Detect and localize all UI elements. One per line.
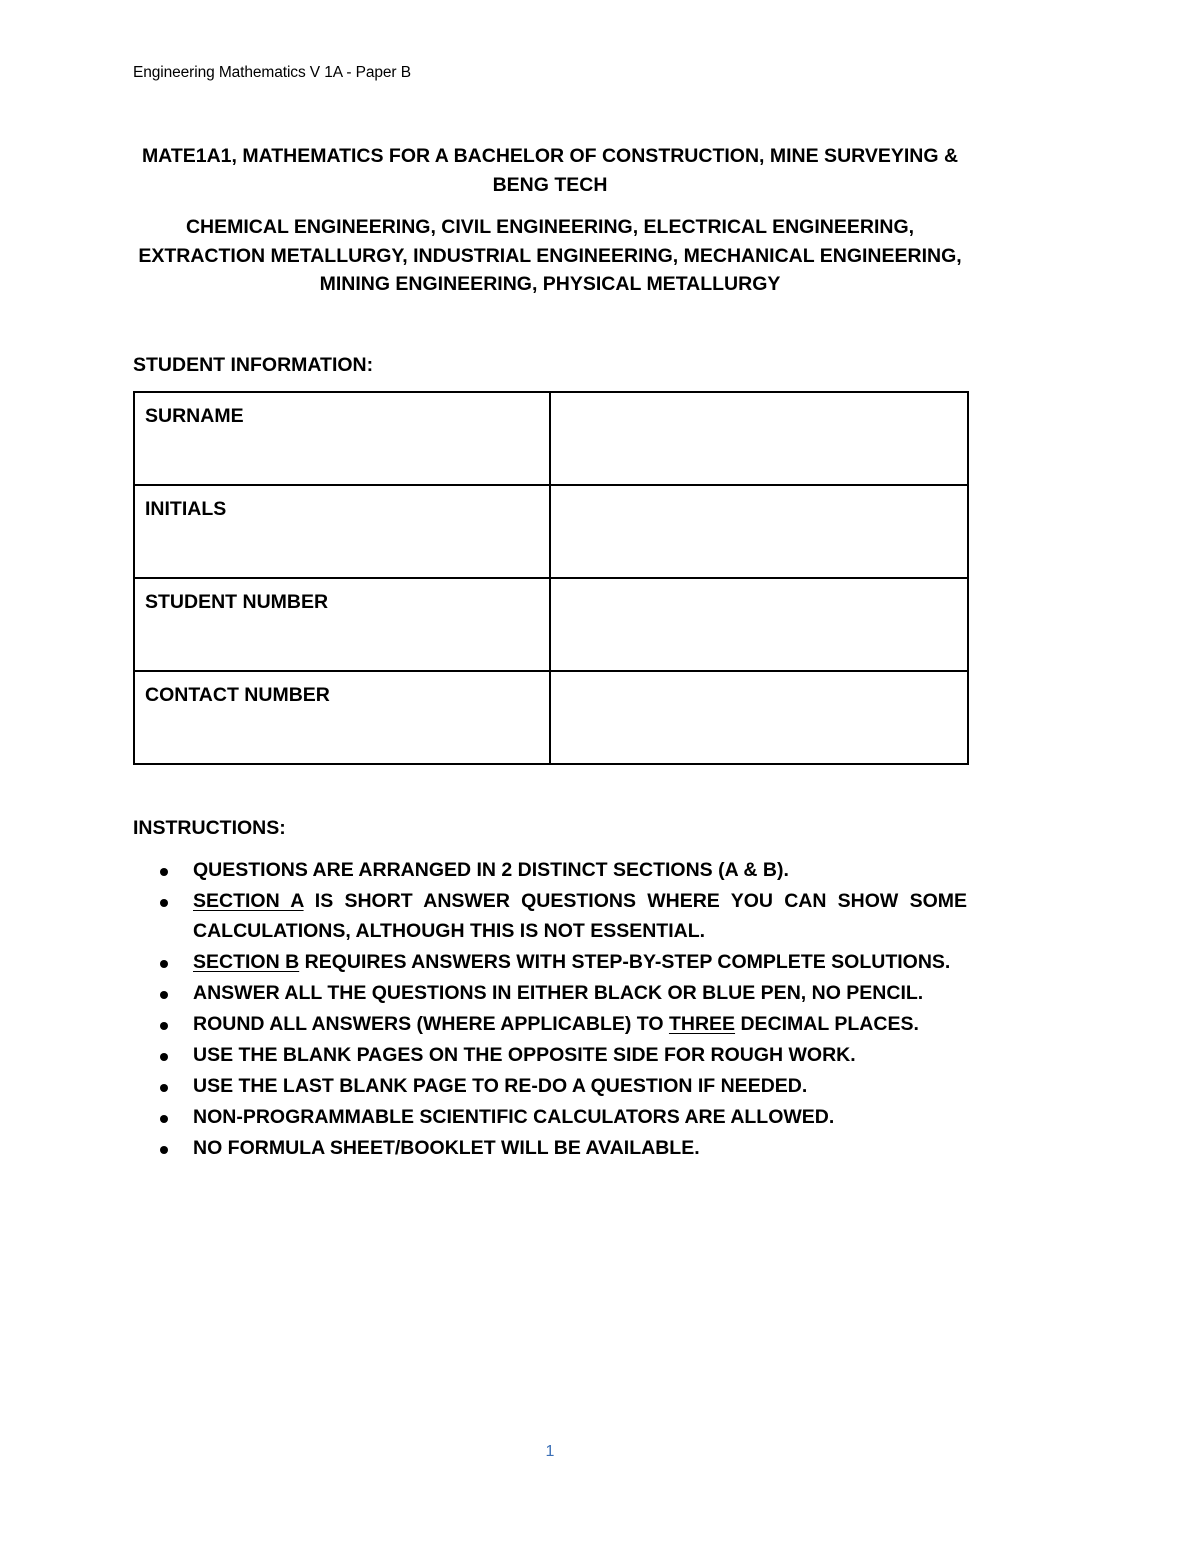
- instruction-underlined: THREE: [668, 1012, 736, 1035]
- surname-label: SURNAME: [134, 392, 550, 485]
- initials-field[interactable]: [550, 485, 968, 578]
- list-item: [133, 1072, 967, 1102]
- course-title: MATE1A1, MATHEMATICS FOR A BACHELOR OF CONSTRUCTION, MINE SURVEYING & BENG TECH: [141, 145, 959, 196]
- list-item: [133, 1041, 967, 1071]
- surname-field[interactable]: [550, 392, 968, 485]
- table-row: [134, 671, 968, 764]
- student-number-label: STUDENT NUMBER: [134, 578, 550, 671]
- instruction-underlined: SECTION A: [193, 890, 304, 912]
- student-information-heading: STUDENT INFORMATION:: [133, 354, 374, 376]
- bullet-icon: [160, 899, 168, 907]
- list-item: [133, 1010, 967, 1040]
- bullet-icon: [160, 960, 168, 968]
- student-number-field[interactable]: [550, 578, 968, 671]
- bullet-icon: [160, 1146, 168, 1154]
- instruction-text: NO FORMULA SHEET/BOOKLET WILL BE AVAILABLE.: [193, 1136, 700, 1159]
- instruction-underlined: SECTION B: [193, 950, 300, 973]
- bullet-icon: [160, 1053, 168, 1061]
- student-information-table: [133, 391, 969, 765]
- initials-label: INITIALS: [134, 485, 550, 578]
- instruction-text: ANSWER ALL THE QUESTIONS IN EITHER BLACK OR BLUE PEN, NO PENCIL.: [193, 981, 924, 1004]
- list-item: [133, 887, 967, 946]
- instruction-text: USE THE LAST BLANK PAGE TO RE-DO A QUESTION IF NEEDED.: [193, 1074, 808, 1097]
- instruction-text: DECIMAL PLACES.: [735, 1012, 919, 1035]
- table-row: [134, 485, 968, 578]
- list-item: [133, 979, 967, 1009]
- contact-number-label: CONTACT NUMBER: [134, 671, 550, 764]
- bullet-icon: [160, 1022, 168, 1030]
- list-item: [133, 856, 967, 886]
- list-item: [133, 1103, 967, 1133]
- page-number: 1: [545, 1443, 555, 1460]
- bullet-icon: [160, 1084, 168, 1092]
- instruction-text: REQUIRES ANSWERS WITH STEP-BY-STEP COMPLETE SOLUTIONS.: [299, 950, 951, 973]
- instruction-text: ROUND ALL ANSWERS (WHERE APPLICABLE) TO: [193, 1012, 669, 1035]
- instructions-heading: INSTRUCTIONS:: [133, 817, 286, 839]
- contact-number-field[interactable]: [550, 671, 968, 764]
- instruction-text: QUESTIONS ARE ARRANGED IN 2 DISTINCT SECTIONS (A & B).: [193, 859, 789, 881]
- bullet-icon: [160, 991, 168, 999]
- running-header: Engineering Mathematics V 1A - Paper B: [133, 64, 411, 81]
- list-item: [133, 948, 967, 978]
- list-item: [133, 1134, 967, 1164]
- instruction-text: IS SHORT ANSWER QUESTIONS WHERE YOU CAN SHOW SOME CALCULATIONS, ALTHOUGH THIS IS NOT ESSENTIAL.: [193, 890, 968, 942]
- instructions-list: [133, 856, 967, 1165]
- programmes-list: CHEMICAL ENGINEERING, CIVIL ENGINEERING, ELECTRICAL ENGINEERING, EXTRACTION METALLURGY, INDUSTRIAL ENGINEERING, MECHANICAL ENGINEERING, MINING ENGINEERING, PHYSICAL METALLURGY: [138, 216, 962, 295]
- bullet-icon: [160, 868, 168, 876]
- instruction-text: NON-PROGRAMMABLE SCIENTIFIC CALCULATORS ARE ALLOWED.: [193, 1105, 835, 1128]
- instruction-text: USE THE BLANK PAGES ON THE OPPOSITE SIDE FOR ROUGH WORK.: [193, 1043, 856, 1066]
- table-row: [134, 392, 968, 485]
- table-row: [134, 578, 968, 671]
- bullet-icon: [160, 1115, 168, 1123]
